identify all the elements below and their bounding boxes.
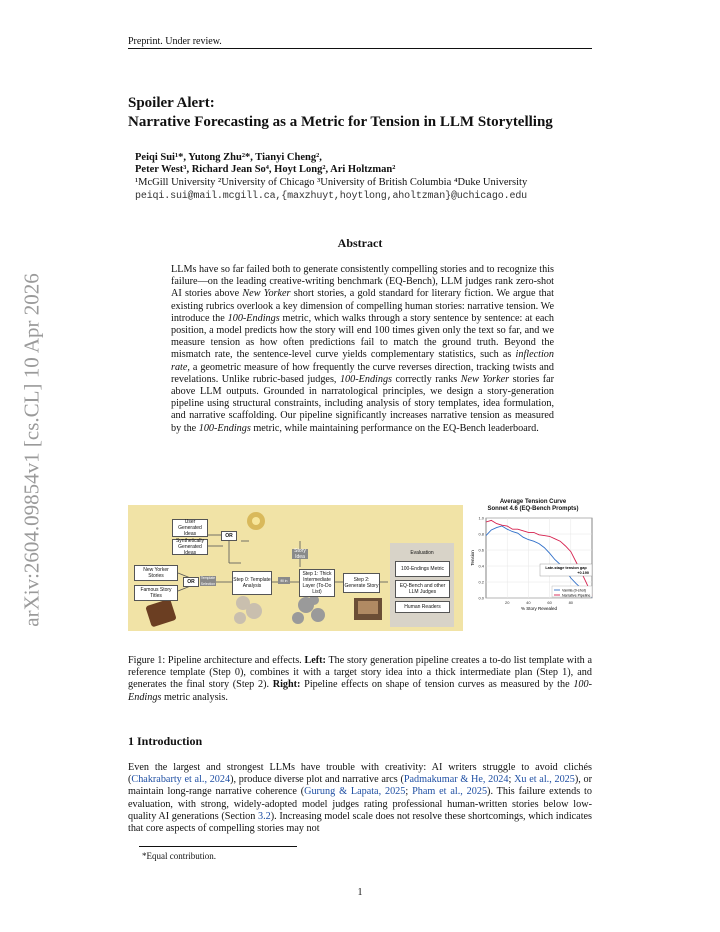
arxiv-id: arXiv:2604.09854v1 [cs.CL] 10 Apr 2026 <box>19 273 44 627</box>
story-idea-tag: Story Idea <box>292 549 308 559</box>
eval-eq-bench: EQ-Bench and other LLM Judges <box>395 580 450 598</box>
y-tick-label: 0.4 <box>478 563 484 569</box>
author-list <box>135 152 395 176</box>
y-axis-label: Tension <box>470 550 475 566</box>
legend-label: Narrative Pipeline <box>562 593 591 598</box>
authors-line-1: Peiqi Sui¹*, Yutong Zhu²*, Tianyi Cheng², <box>135 152 322 163</box>
books-icon <box>145 599 177 628</box>
abstract-heading: Abstract <box>337 236 383 250</box>
x-tick-label: 40 <box>526 600 531 605</box>
abstract-body: LLMs have so far failed both to generate consistently compelling stories and to recognize this failure—on the leading creative-writing benchmark (EQ-Bench), LLM judges rank zero-shot AI stories above New Yorker short stories, a gold standard for literary fiction. We argue that existing rubrics overlook a key dimension of compelling human stories: narrative tension. We introduce the 100-Endings metric, which walks through a story sentence by sentence: at each position, a model predicts how the story will end 100 times given only the text so far, and we measure tension as how often predictions fail to match the ground truth. Beyond the mismatch rate, the sentence-level curve yields complementary statistics, such as inflection rate, a geometric measure of how frequently the curve reverses direction, tracking twists and revelations. Unlike rubric-based judges, 100-Endings correctly ranks New Yorker stories far above LLM outputs. Grounded in narratological principles, we design a story-generation pipeline using structural constraints, including analysis of story templates, idea formulation, and narrative scaffolding. Our pipeline significantly increases narrative tension as measured by the 100-Endings metric, while maintaining performance on the EQ-Bench leaderboard. <box>171 264 555 434</box>
section-ref-link[interactable]: 3.2 <box>258 810 271 822</box>
header-rule <box>128 48 592 49</box>
y-tick-label: 0.0 <box>478 595 484 601</box>
title-line-2: Narrative Forecasting as a Metric for Tension in LLM Storytelling <box>128 114 553 130</box>
y-tick-label: 0.2 <box>478 579 484 585</box>
citation-link[interactable]: Pham et al., 2025 <box>412 786 488 798</box>
author-emails: peiqi.sui@mail.mcgill.ca,{maxzhuyt,hoytlong,aholtzman}@uchicago.edu <box>135 191 528 202</box>
tension-chart <box>468 498 598 620</box>
new-yorker-box: New Yorker Stories <box>134 565 178 581</box>
or-box-top: OR <box>221 531 237 541</box>
annotation-value: +0.190 <box>577 571 589 575</box>
citation-link[interactable]: Chakrabarty et al., 2024 <box>131 774 231 786</box>
authors-line-2: Peter West³, Richard Jean So⁴, Hoyt Long², Ari Holtzman² <box>135 164 396 175</box>
loom-icon <box>354 598 382 620</box>
user-ideas-box: User Generated Ideas <box>172 519 208 537</box>
page-number: 1 <box>357 887 363 898</box>
intro-paragraph: Even the largest and strongest LLMs have trouble with creativity: AI writers struggle to avoid clichés (Chakrabarty et al., 2024), produce diverse plot and narrative arcs (Padmakumar & He, 2024; Xu et al., 2025), or maintain long-range narrative coherence (Gurung & Lapata, 2025; Pham et al., 2025). This failure extends to evaluation, with strong, widely-adopted model judges rating professional human-written stories below low-quality AI generations (Section 3.2). Increasing model scale does not resolve these shortcomings, which indicates that core aspects of compelling stories may not <box>128 762 593 835</box>
template-selection-tag: Template Selection <box>200 576 216 586</box>
arxiv-sidebar <box>4 260 60 640</box>
footnote: *Equal contribution. <box>142 851 216 861</box>
synth-ideas-box: Synthetically Generated Ideas <box>172 539 208 555</box>
footnote-rule <box>139 846 297 847</box>
evaluation-panel <box>390 543 454 627</box>
eval-100-endings: 100-Endings Metric <box>395 561 450 577</box>
gears-icon <box>292 595 325 624</box>
step0-box: Step 0: Template Analysis <box>232 571 272 595</box>
step2-box: Step 2: Generate Story <box>343 573 380 593</box>
y-tick-label: 0.8 <box>478 531 484 537</box>
famous-titles-box: Famous Story Titles <box>134 585 178 601</box>
paper-title <box>128 94 608 132</box>
figures-icon <box>234 596 262 624</box>
y-tick-label: 0.6 <box>478 547 484 553</box>
section-heading: 1 Introduction <box>128 734 203 748</box>
x-tick-label: 20 <box>504 600 510 605</box>
chart-title: Average Tension Curve <box>499 499 567 505</box>
fill-in-tag: fill in <box>278 577 290 584</box>
preprint-header: Preprint. Under review. <box>128 36 222 47</box>
x-axis-label: % Story Revealed <box>520 606 558 611</box>
figure-caption: Figure 1: Pipeline architecture and effects. Left: The story generation pipeline creates a to-do list template with a reference template (Step 0), combines it with a target story idea into a thick intermediate plan (Step 1), and generates the final story (Step 2). Right: Pipeline effects on shape of tension curves as measured by the 100-Endings metric analysis. <box>128 655 592 703</box>
chart-plot <box>468 498 598 620</box>
pipeline-diagram <box>128 505 463 631</box>
y-tick-label: 1.0 <box>478 515 484 521</box>
annotation-text: Late-stage tension gap <box>545 566 587 570</box>
citation-link[interactable]: Gurung & Lapata, 2025 <box>304 786 406 798</box>
legend-label: Vanilla (0-shot) <box>562 588 586 593</box>
step1-box: Step 1: Thick Intermediate Layer (To-Do List) <box>299 569 335 597</box>
title-line-1: Spoiler Alert: <box>128 95 215 111</box>
or-box-left: OR <box>183 577 199 587</box>
citation-link[interactable]: Padmakumar & He, 2024 <box>403 774 509 786</box>
x-tick-label: 80 <box>568 600 574 605</box>
chart-subtitle: Sonnet 4.6 (EQ-Bench Prompts) <box>487 506 579 512</box>
x-tick-label: 60 <box>547 600 552 605</box>
affiliations: ¹McGill University ²University of Chicago ³University of British Columbia ⁴Duke University <box>135 177 528 188</box>
evaluation-label: Evaluation <box>410 550 434 556</box>
citation-link[interactable]: Xu et al., 2025 <box>514 774 575 786</box>
eval-human-readers: Human Readers <box>395 601 450 613</box>
